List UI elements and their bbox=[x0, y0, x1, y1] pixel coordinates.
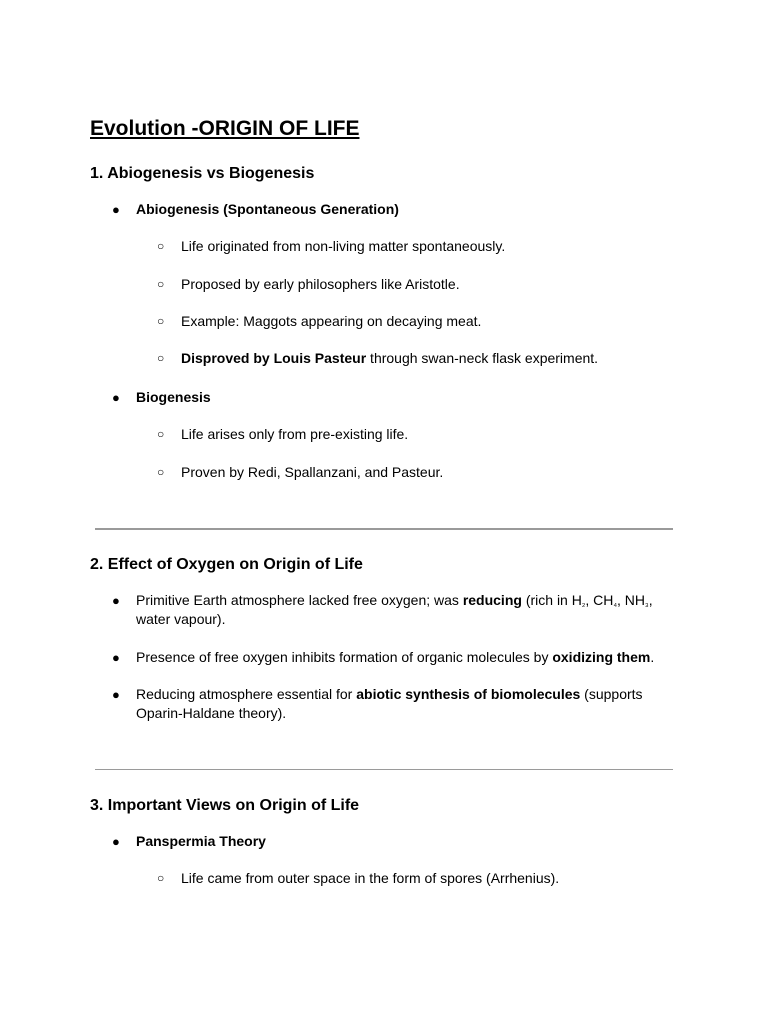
section-heading-effect-of-oxygen: 2. Effect of Oxygen on Origin of Life bbox=[90, 556, 363, 573]
sub-bullet-icon: ○ bbox=[157, 871, 165, 885]
sub-bullet-icon: ○ bbox=[157, 277, 165, 291]
list-item-biogenesis: Biogenesis bbox=[136, 389, 211, 405]
list-item: Example: Maggots appearing on decaying meat. bbox=[181, 313, 482, 329]
pasteur-emphasis: Disproved by Louis Pasteur bbox=[181, 350, 367, 366]
text-run: Primitive Earth atmosphere lacked free oxygen; was bbox=[136, 592, 463, 608]
list-item-pasteur bbox=[181, 349, 671, 368]
subscript: ₃ bbox=[645, 598, 649, 608]
text-run: Presence of free oxygen inhibits formation of organic molecules by bbox=[136, 649, 553, 665]
sub-bullet-icon: ○ bbox=[157, 239, 165, 253]
section-heading-important-views: 3. Important Views on Origin of Life bbox=[90, 797, 360, 814]
pasteur-text: through swan-neck flask experiment. bbox=[366, 350, 599, 366]
text-run: (supports Oparin-Haldane theory). bbox=[136, 686, 643, 721]
list-item-primitive-atmosphere bbox=[136, 591, 666, 629]
sub-bullet-icon: ○ bbox=[157, 465, 165, 479]
bullet-icon: ● bbox=[112, 687, 120, 702]
page-title: Evolution -ORIGIN OF LIFE bbox=[90, 117, 360, 140]
bullet-icon: ● bbox=[112, 650, 120, 665]
abiotic-synthesis-emphasis: abiotic synthesis of biomolecules bbox=[356, 686, 581, 702]
text-run: (rich in H bbox=[521, 592, 582, 608]
sub-bullet-icon: ○ bbox=[157, 314, 165, 328]
bullet-icon: ● bbox=[112, 202, 120, 217]
bullet-icon: ● bbox=[112, 390, 120, 405]
sub-bullet-icon: ○ bbox=[157, 351, 165, 365]
reducing-emphasis: reducing bbox=[462, 592, 522, 608]
list-item: Life arises only from pre-existing life. bbox=[181, 426, 409, 442]
text-run: , water vapour). bbox=[136, 592, 653, 627]
list-item: Proposed by early philosophers like Aristotle. bbox=[181, 276, 460, 292]
sub-bullet-icon: ○ bbox=[157, 427, 165, 441]
oxidizing-emphasis: oxidizing them bbox=[552, 649, 651, 665]
list-item-abiogenesis: Abiogenesis (Spontaneous Generation) bbox=[136, 201, 399, 217]
bullet-icon: ● bbox=[112, 834, 120, 849]
bullet-icon: ● bbox=[112, 593, 120, 608]
list-item-panspermia: Panspermia Theory bbox=[136, 833, 266, 849]
text-run: Reducing atmosphere essential for bbox=[136, 686, 357, 702]
text-run: . bbox=[650, 649, 655, 665]
horizontal-divider bbox=[95, 528, 673, 530]
text-run: , NH bbox=[617, 592, 646, 608]
list-item-free-oxygen bbox=[136, 648, 666, 667]
subscript: ₂ bbox=[581, 598, 586, 608]
subscript: ₄ bbox=[613, 598, 618, 608]
list-item: Life originated from non-living matter spontaneously. bbox=[181, 238, 506, 254]
list-item-reducing-atmosphere bbox=[136, 685, 666, 723]
section-heading-abiogenesis-vs-biogenesis: 1. Abiogenesis vs Biogenesis bbox=[90, 165, 315, 182]
text-run: , CH bbox=[585, 592, 614, 608]
list-item: Proven by Redi, Spallanzani, and Pasteur. bbox=[181, 464, 444, 480]
horizontal-divider bbox=[95, 769, 673, 770]
list-item: Life came from outer space in the form of spores (Arrhenius). bbox=[181, 870, 560, 886]
